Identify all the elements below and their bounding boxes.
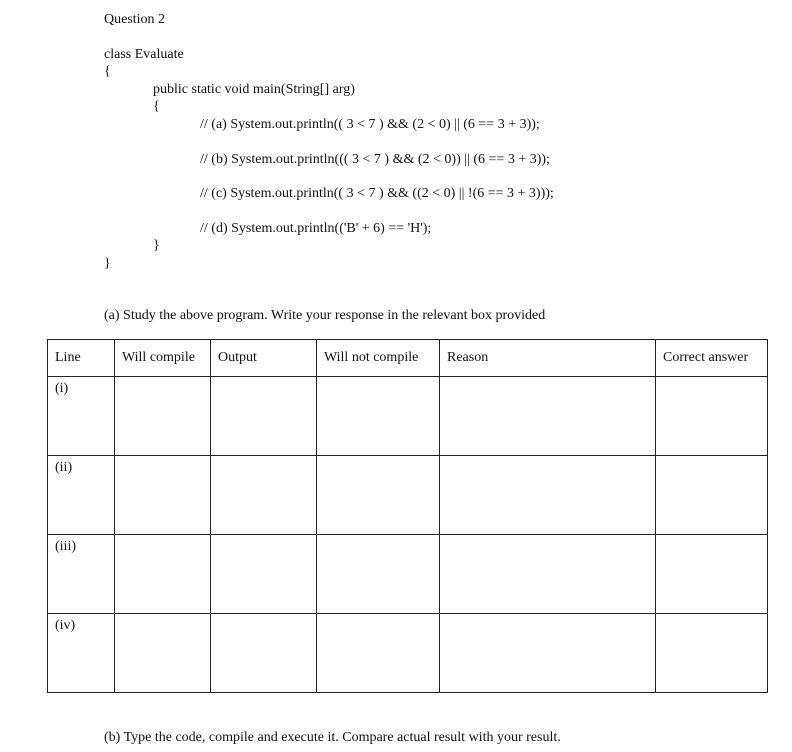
table-row: [48, 614, 768, 693]
will-compile-cell[interactable]: [115, 456, 211, 535]
method-close-brace: }: [153, 238, 160, 253]
code-line-b: // (b) System.out.println((( 3 < 7 ) && (2 < 0)) || (6 == 3 + 3));: [200, 152, 550, 167]
output-cell[interactable]: [211, 456, 317, 535]
method-declaration: public static void main(String[] arg): [153, 82, 355, 97]
table-header-row: [48, 340, 768, 377]
question-title: Question 2: [104, 12, 166, 27]
output-cell[interactable]: [211, 377, 317, 456]
correct-answer-cell[interactable]: [656, 614, 768, 693]
table-row: [48, 535, 768, 614]
header-will-compile: Will compile: [115, 340, 211, 377]
will-not-compile-cell[interactable]: [317, 614, 440, 693]
part-b-instruction: (b) Type the code, compile and execute it. Compare actual result with your result.: [104, 730, 561, 745]
will-compile-cell[interactable]: [115, 535, 211, 614]
reason-cell[interactable]: [440, 535, 656, 614]
will-not-compile-cell[interactable]: [317, 456, 440, 535]
will-compile-cell[interactable]: [115, 614, 211, 693]
reason-cell[interactable]: [440, 456, 656, 535]
header-reason: Reason: [440, 340, 656, 377]
correct-answer-cell[interactable]: [656, 456, 768, 535]
output-cell[interactable]: [211, 614, 317, 693]
will-not-compile-cell[interactable]: [317, 377, 440, 456]
row-line-label: (iii): [48, 535, 115, 614]
answer-table: [47, 339, 768, 693]
reason-cell[interactable]: [440, 614, 656, 693]
header-output: Output: [211, 340, 317, 377]
correct-answer-cell[interactable]: [656, 377, 768, 456]
table-row: [48, 456, 768, 535]
row-line-label: (iv): [48, 614, 115, 693]
method-open-brace: {: [153, 99, 160, 114]
will-compile-cell[interactable]: [115, 377, 211, 456]
row-line-label: (i): [48, 377, 115, 456]
row-line-label: (ii): [48, 456, 115, 535]
reason-cell[interactable]: [440, 377, 656, 456]
will-not-compile-cell[interactable]: [317, 535, 440, 614]
output-cell[interactable]: [211, 535, 317, 614]
table-row: [48, 377, 768, 456]
class-open-brace: {: [104, 64, 111, 79]
correct-answer-cell[interactable]: [656, 535, 768, 614]
header-line: Line: [48, 340, 115, 377]
header-will-not-compile: Will not compile: [317, 340, 440, 377]
class-declaration: class Evaluate: [104, 47, 184, 62]
code-line-d: // (d) System.out.println(('B' + 6) == 'H');: [200, 221, 432, 236]
class-close-brace: }: [104, 256, 111, 271]
part-a-instruction: (a) Study the above program. Write your response in the relevant box provided: [104, 308, 546, 323]
code-line-a: // (a) System.out.println(( 3 < 7 ) && (2 < 0) || (6 == 3 + 3));: [200, 117, 540, 132]
header-correct-answer: Correct answer: [656, 340, 768, 377]
code-line-c: // (c) System.out.println(( 3 < 7 ) && ((2 < 0) || !(6 == 3 + 3)));: [200, 186, 554, 201]
